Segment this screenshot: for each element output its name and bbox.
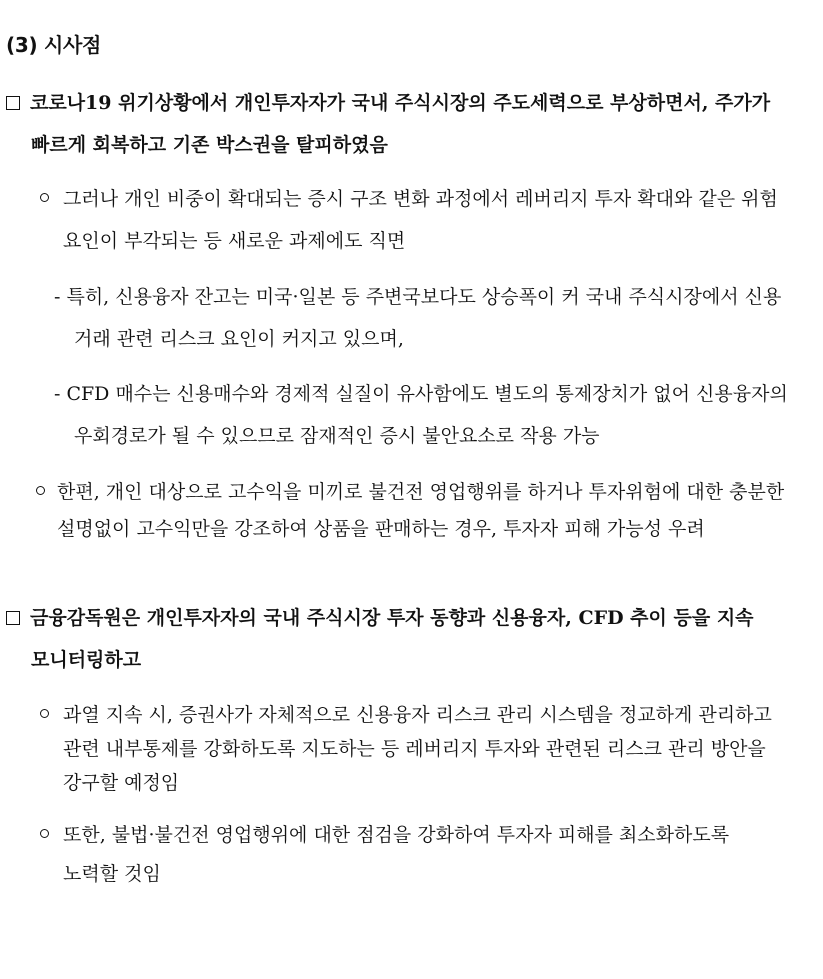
main-bullet-2-line-2: 모니터링하고 — [31, 649, 142, 671]
main-bullet-2-text-1: 금융감독원은 개인투자자의 국내 주식시장 투자 동향과 신용융자, CFD 추이 등을 지속 — [30, 607, 754, 629]
sub-bullet-3-line-3: 강구할 예정임 — [63, 772, 180, 794]
circle-bullet-icon — [36, 486, 45, 495]
section-heading: (3) 시사점 — [6, 33, 102, 57]
sub-bullet-3-line-2: 관련 내부통제를 강화하도록 지도하는 등 레버리지 투자와 관련된 리스크 관리 방안을 — [63, 738, 766, 760]
circle-bullet-icon — [40, 829, 49, 838]
circle-bullet-icon — [40, 193, 49, 202]
sub-bullet-1-line-2: 요인이 부각되는 등 새로운 과제에도 직면 — [63, 230, 406, 252]
square-bullet-icon — [6, 611, 20, 625]
sub-bullet-1-line-1 — [40, 187, 778, 211]
sub-bullet-4-text-1: 또한, 불법·불건전 영업행위에 대한 점검을 강화하여 투자자 피해를 최소화하도록 — [63, 824, 730, 846]
sub-bullet-4-line-1 — [40, 823, 729, 847]
main-bullet-2-line-1 — [6, 606, 754, 630]
main-bullet-1-text-1: 코로나19 위기상황에서 개인투자자가 국내 주식시장의 주도세력으로 부상하면서, 주가가 — [30, 92, 771, 114]
main-bullet-1-line-2: 빠르게 회복하고 기존 박스권을 탈피하였음 — [31, 134, 388, 156]
sub-bullet-3-line-1 — [40, 703, 772, 727]
square-bullet-icon — [6, 96, 20, 110]
dash-item-2-line-1: - CFD 매수는 신용매수와 경제적 실질이 유사함에도 별도의 통제장치가 없어 신용융자의 — [54, 383, 788, 405]
dash-item-2-line-2: 우회경로가 될 수 있으므로 잠재적인 증시 불안요소로 작용 가능 — [74, 425, 600, 447]
sub-bullet-2-line-1 — [36, 480, 784, 504]
sub-bullet-4-line-2: 노력할 것임 — [63, 863, 161, 885]
sub-bullet-1-text-1: 그러나 개인 비중이 확대되는 증시 구조 변화 과정에서 레버리지 투자 확대와 같은 위험 — [63, 188, 778, 210]
main-bullet-1-line-1 — [6, 91, 816, 115]
sub-bullet-2-text-1: 한편, 개인 대상으로 고수익을 미끼로 불건전 영업행위를 하거나 투자위험에 대한 충분한 — [57, 481, 785, 503]
dash-item-1-line-1: - 특히, 신용융자 잔고는 미국·일본 등 주변국보다도 상승폭이 커 국내 주식시장에서 신용 — [54, 286, 782, 308]
sub-bullet-3-text-1: 과열 지속 시, 증권사가 자체적으로 신용융자 리스크 관리 시스템을 정교하게 관리하고 — [63, 704, 772, 726]
sub-bullet-2-line-2: 설명없이 고수익만을 강조하여 상품을 판매하는 경우, 투자자 피해 가능성 우려 — [57, 518, 705, 540]
dash-item-1-line-2: 거래 관련 리스크 요인이 커지고 있으며, — [74, 328, 404, 350]
circle-bullet-icon — [40, 709, 49, 718]
